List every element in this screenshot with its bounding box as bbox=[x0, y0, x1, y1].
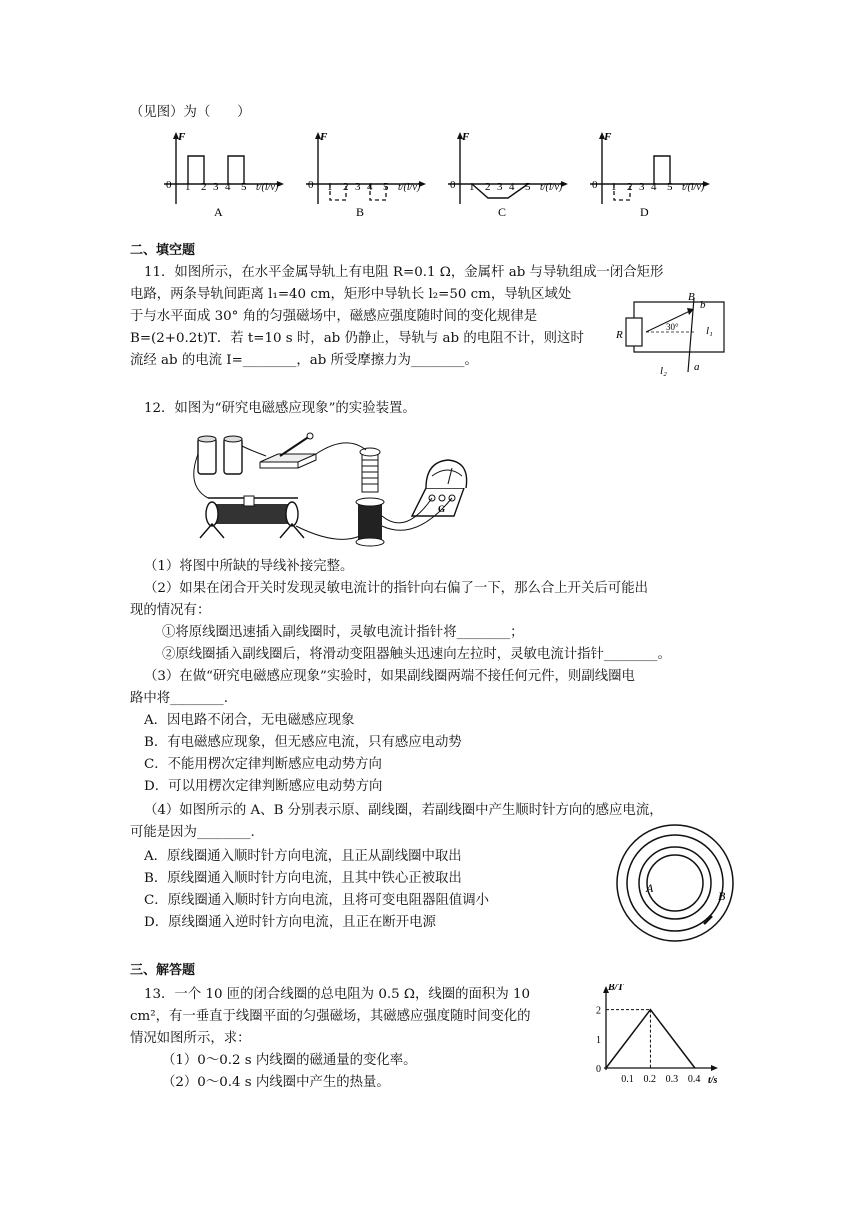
switch-icon bbox=[260, 433, 316, 468]
tick-label: 3 bbox=[355, 181, 361, 193]
tick-label: 5 bbox=[241, 181, 247, 193]
tick-label: 2 bbox=[343, 181, 349, 193]
origin-label: 0 bbox=[596, 1064, 601, 1075]
tick-label: 2 bbox=[201, 181, 207, 193]
f-axis-label: F bbox=[320, 131, 328, 143]
b-t-series-line bbox=[606, 1010, 695, 1068]
origin-label: 0 bbox=[308, 179, 314, 191]
q12-part4-option-a: A．原线圈通入顺时针方向电流，且正从副线圈中取出 bbox=[144, 849, 462, 864]
tick-label: 4 bbox=[509, 181, 515, 193]
x-axis-label: t/(l/v) bbox=[540, 182, 563, 193]
q12-part4-option-d: D．原线圈通入逆时针方向电流，且正在断开电源 bbox=[144, 915, 436, 930]
x-tick-label: 0.4 bbox=[687, 1074, 701, 1085]
option-figures bbox=[158, 128, 718, 220]
tick-label: 2 bbox=[485, 181, 491, 193]
tick-label: 5 bbox=[667, 181, 673, 193]
q13-line3: 情况如图所示，求： bbox=[130, 1031, 251, 1046]
q11-line1: 11．如图所示，在水平金属导轨上有电阻 R=0.1 Ω，金属杆 ab 与导轨组成一闭合矩形 bbox=[144, 265, 664, 280]
q12-part3-option-b: B．有电磁感应现象，但无感应电流，只有感应电动势 bbox=[144, 735, 462, 750]
y-tick-label: 2 bbox=[596, 1005, 601, 1017]
tick-label: 1 bbox=[185, 181, 191, 193]
tick-label: 2 bbox=[627, 181, 633, 193]
x-axis-label: t/s bbox=[708, 1075, 718, 1086]
x-axis-label: t/(l/v) bbox=[256, 182, 279, 193]
q11-label-l1: l₁ bbox=[706, 325, 713, 337]
tick-label: 5 bbox=[525, 181, 531, 193]
galvanometer-label: G bbox=[438, 504, 446, 514]
q12-apparatus-figure bbox=[186, 426, 486, 554]
q13-line5: （2）0～0.4 s 内线圈中产生的热量。 bbox=[162, 1075, 390, 1090]
rheostat-icon bbox=[200, 496, 304, 538]
origin-label: 0 bbox=[592, 179, 598, 191]
q13-line2: cm²，有一垂直于线圈平面的匀强磁场，其磁感应强度随时间变化的 bbox=[130, 1009, 531, 1024]
tick-label: 1 bbox=[611, 181, 617, 193]
q12-part2-line4: ②原线圈插入副线圈后，将滑动变阻器触头迅速向左拉时，灵敏电流计指针________。 bbox=[162, 647, 671, 662]
tick-label: 3 bbox=[497, 181, 503, 193]
q12-part2-line2: 现的情况有： bbox=[130, 603, 211, 618]
q12-part4-line2: 可能是因为________. bbox=[130, 825, 255, 840]
tick-label: 4 bbox=[651, 181, 657, 193]
q13-line4: （1）0～0.2 s 内线圈的磁通量的变化率。 bbox=[162, 1053, 417, 1068]
f-axis-label: F bbox=[178, 131, 186, 143]
q11-label-angle: 30° bbox=[666, 322, 679, 332]
tick-label: 4 bbox=[225, 181, 231, 193]
q11-label-l2: l₂ bbox=[660, 365, 667, 377]
q11-rail-figure bbox=[612, 290, 732, 380]
origin-label: 0 bbox=[166, 179, 172, 191]
option-caption: C bbox=[498, 205, 507, 219]
b-t-chart bbox=[584, 984, 724, 1088]
tick-label: 3 bbox=[639, 181, 645, 193]
q12-part4-line1: （4）如图所示的 A、B 分别表示原、副线圈，若副线圈中产生顺时针方向的感应电流， bbox=[144, 803, 663, 818]
q12-part4-option-b: B．原线圈通入顺时针方向电流，且其中铁心正被取出 bbox=[144, 871, 462, 886]
q11-label-B: B bbox=[688, 291, 695, 303]
q12-part2-line3: ①将原线圈迅速插入副线圈时，灵敏电流计指针将________； bbox=[162, 625, 524, 640]
x-tick-label: 0.3 bbox=[665, 1074, 679, 1085]
y-tick-label: 1 bbox=[596, 1034, 601, 1046]
q13-line1: 13．一个 10 匝的闭合线圈的总电阻为 0.5 Ω，线圈的面积为 10 bbox=[144, 987, 530, 1002]
coil-icon bbox=[356, 448, 384, 546]
galvanometer-icon bbox=[412, 460, 467, 516]
option-caption: D bbox=[640, 205, 649, 219]
q12-rings-figure bbox=[612, 820, 738, 946]
q11-label-R: R bbox=[616, 329, 623, 341]
q12-part1: （1）将图中所缺的导线补接完整。 bbox=[144, 559, 354, 574]
f-axis-label: F bbox=[462, 131, 470, 143]
origin-label: 0 bbox=[450, 179, 456, 191]
q12-part3-line1: （3）在做“研究电磁感应现象”实验时，如果副线圈两端不接任何元件，则副线圈电 bbox=[144, 669, 635, 684]
q11-line2: 电路，两条导轨间距离 l₁=40 cm，矩形中导轨长 l₂=50 cm，导轨区域处 bbox=[130, 287, 572, 302]
tick-label: 5 bbox=[383, 181, 389, 193]
x-tick-label: 0.1 bbox=[621, 1074, 634, 1085]
tick-label: 4 bbox=[367, 181, 373, 193]
x-axis-label: t/(l/v) bbox=[398, 182, 421, 193]
f-axis-label: F bbox=[604, 131, 612, 143]
ring-label-a: A bbox=[646, 881, 654, 895]
battery-icon bbox=[198, 436, 242, 474]
q11-line3: 于与水平面成 30° 角的匀强磁场中，磁感应强度随时间的变化规律是 bbox=[130, 309, 538, 324]
y-axis-label: B/T bbox=[608, 984, 624, 993]
q11-line5: 流经 ab 的电流 I=________，ab 所受摩擦力为________。 bbox=[130, 353, 478, 368]
q12-part3-option-d: D．可以用楞次定律判断感应电动势方向 bbox=[144, 779, 383, 794]
q12-part3-line2: 路中将________. bbox=[130, 691, 228, 706]
q12-title: 12．如图为“研究电磁感应现象”的实验装置。 bbox=[144, 401, 416, 416]
option-caption: B bbox=[356, 205, 365, 219]
q12-part3-option-a: A．因电路不闭合，无电磁感应现象 bbox=[144, 713, 355, 728]
ring-label-b: B bbox=[718, 889, 726, 903]
q11-line4: B=(2+0.2t)T．若 t=10 s 时，ab 仍静止，导轨与 ab 的电阻不计，则这时 bbox=[130, 331, 584, 346]
section-heading-fill: 二、填空题 bbox=[130, 243, 196, 258]
q12-part2-line1: （2）如果在闭合开关时发现灵敏电流计的指针向右偏了一下，那么合上开关后可能出 bbox=[144, 581, 648, 596]
q12-part3-option-c: C．不能用楞次定律判断感应电动势方向 bbox=[144, 757, 382, 772]
x-tick-label: 0.2 bbox=[643, 1074, 656, 1085]
q12-part4-option-c: C．原线圈通入顺时针方向电流，且将可变电阻器阻值调小 bbox=[144, 893, 490, 908]
q11-label-b: b bbox=[700, 299, 706, 311]
q11-label-a: a bbox=[694, 361, 700, 373]
option-caption: A bbox=[214, 205, 223, 219]
intro-line: （见图）为（ ） bbox=[130, 105, 251, 120]
tick-label: 1 bbox=[469, 181, 475, 193]
tick-label: 3 bbox=[213, 181, 219, 193]
tick-label: 1 bbox=[327, 181, 333, 193]
x-axis-label: t/(l/v) bbox=[682, 182, 705, 193]
section-heading-answer: 三、解答题 bbox=[130, 963, 196, 978]
x-axis-arrow bbox=[711, 1065, 718, 1071]
